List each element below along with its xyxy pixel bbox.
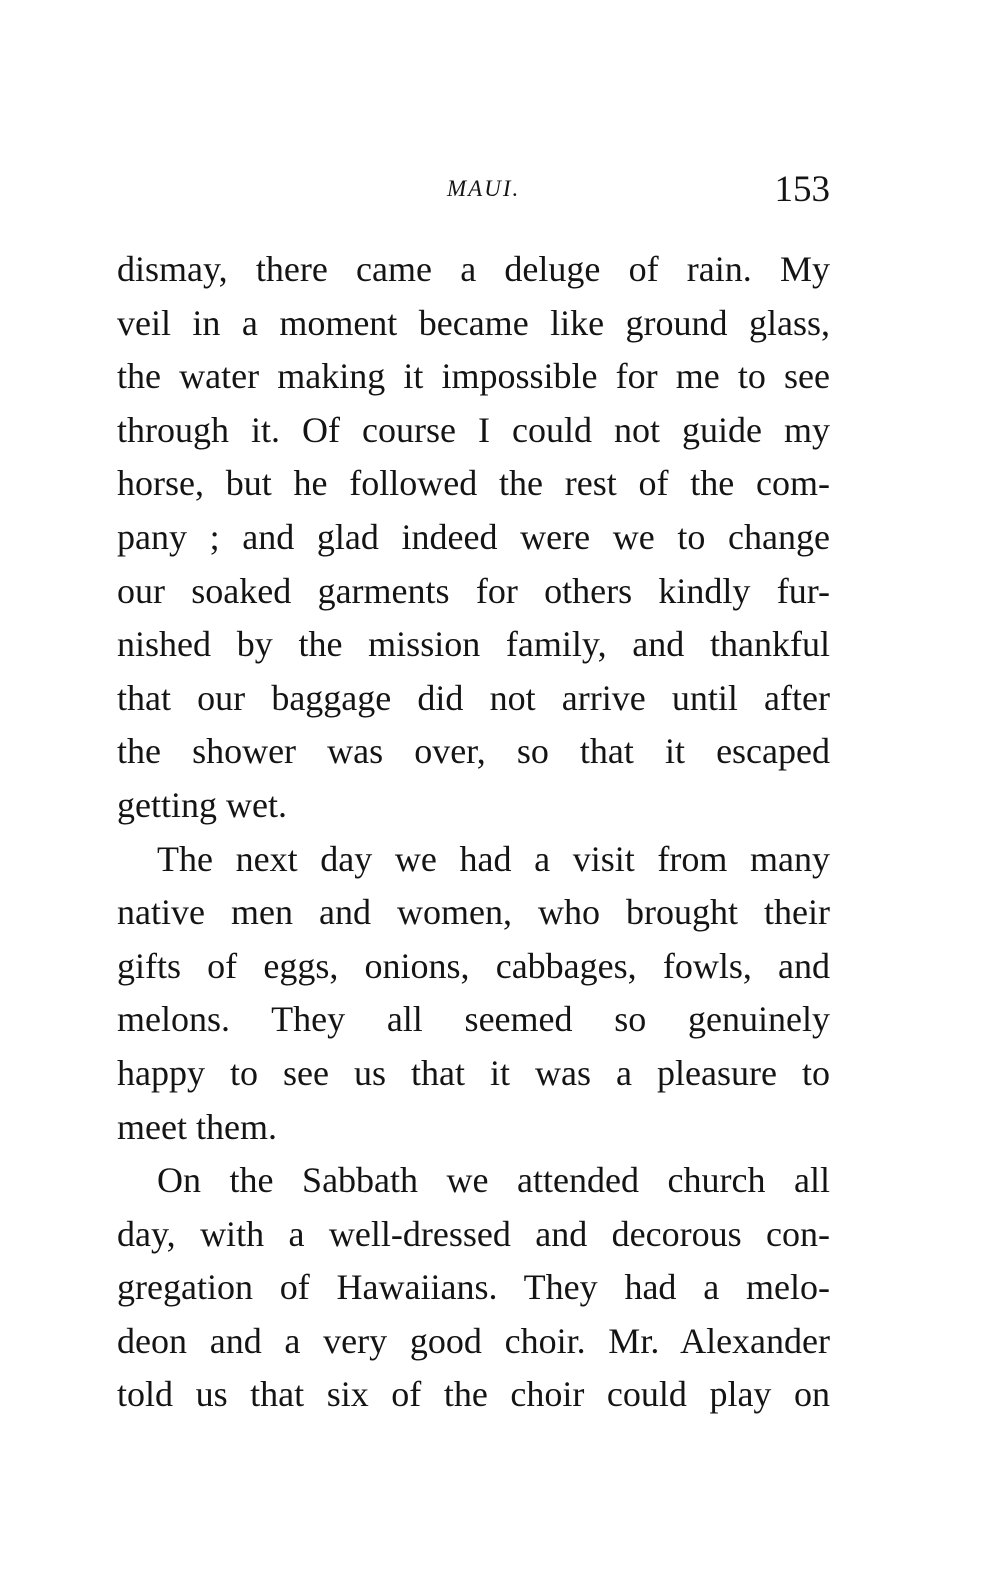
paragraph-sabbath bbox=[117, 1154, 830, 1422]
text-line: gregation of Hawaiians. They had a melo- bbox=[117, 1267, 830, 1308]
text-line: native men and women, who brought their bbox=[117, 892, 830, 933]
running-title: MAUI. bbox=[447, 176, 521, 201]
text-line: the water making it impossible for me to see bbox=[117, 356, 830, 397]
text-line: horse, but he followed the rest of the com- bbox=[117, 463, 830, 504]
text-line: The next day we had a visit from many bbox=[157, 838, 830, 879]
text-line: pany ; and glad indeed were we to change bbox=[117, 516, 830, 557]
text-line: melons. They all seemed so genuinely bbox=[117, 999, 830, 1040]
text-line: told us that six of the choir could play on bbox=[117, 1374, 830, 1415]
text-line: our soaked garments for others kindly fur- bbox=[117, 570, 830, 611]
text-line: getting wet. bbox=[117, 784, 287, 825]
text-line: nished by the mission family, and thankful bbox=[117, 624, 830, 665]
text-line: On the Sabbath we attended church all bbox=[157, 1160, 830, 1201]
text-line: happy to see us that it was a pleasure to bbox=[117, 1052, 830, 1093]
page-number: 153 bbox=[774, 169, 830, 210]
text-line: that our baggage did not arrive until after bbox=[117, 677, 830, 718]
text-line: gifts of eggs, onions, cabbages, fowls, and bbox=[117, 945, 830, 986]
paragraph-continuation bbox=[117, 243, 830, 833]
text-line: deon and a very good choir. Mr. Alexander bbox=[117, 1320, 830, 1361]
text-line: through it. Of course I could not guide my bbox=[117, 409, 830, 450]
text-line: dismay, there came a deluge of rain. My bbox=[117, 249, 830, 289]
running-head bbox=[117, 168, 830, 216]
body-text bbox=[117, 243, 830, 1422]
paragraph-next-day bbox=[117, 833, 830, 1155]
text-line: veil in a moment became like ground glass, bbox=[117, 302, 830, 343]
text-line: day, with a well-dressed and decorous con- bbox=[117, 1213, 830, 1254]
text-line: the shower was over, so that it escaped bbox=[117, 731, 830, 772]
text-line: meet them. bbox=[117, 1106, 277, 1147]
